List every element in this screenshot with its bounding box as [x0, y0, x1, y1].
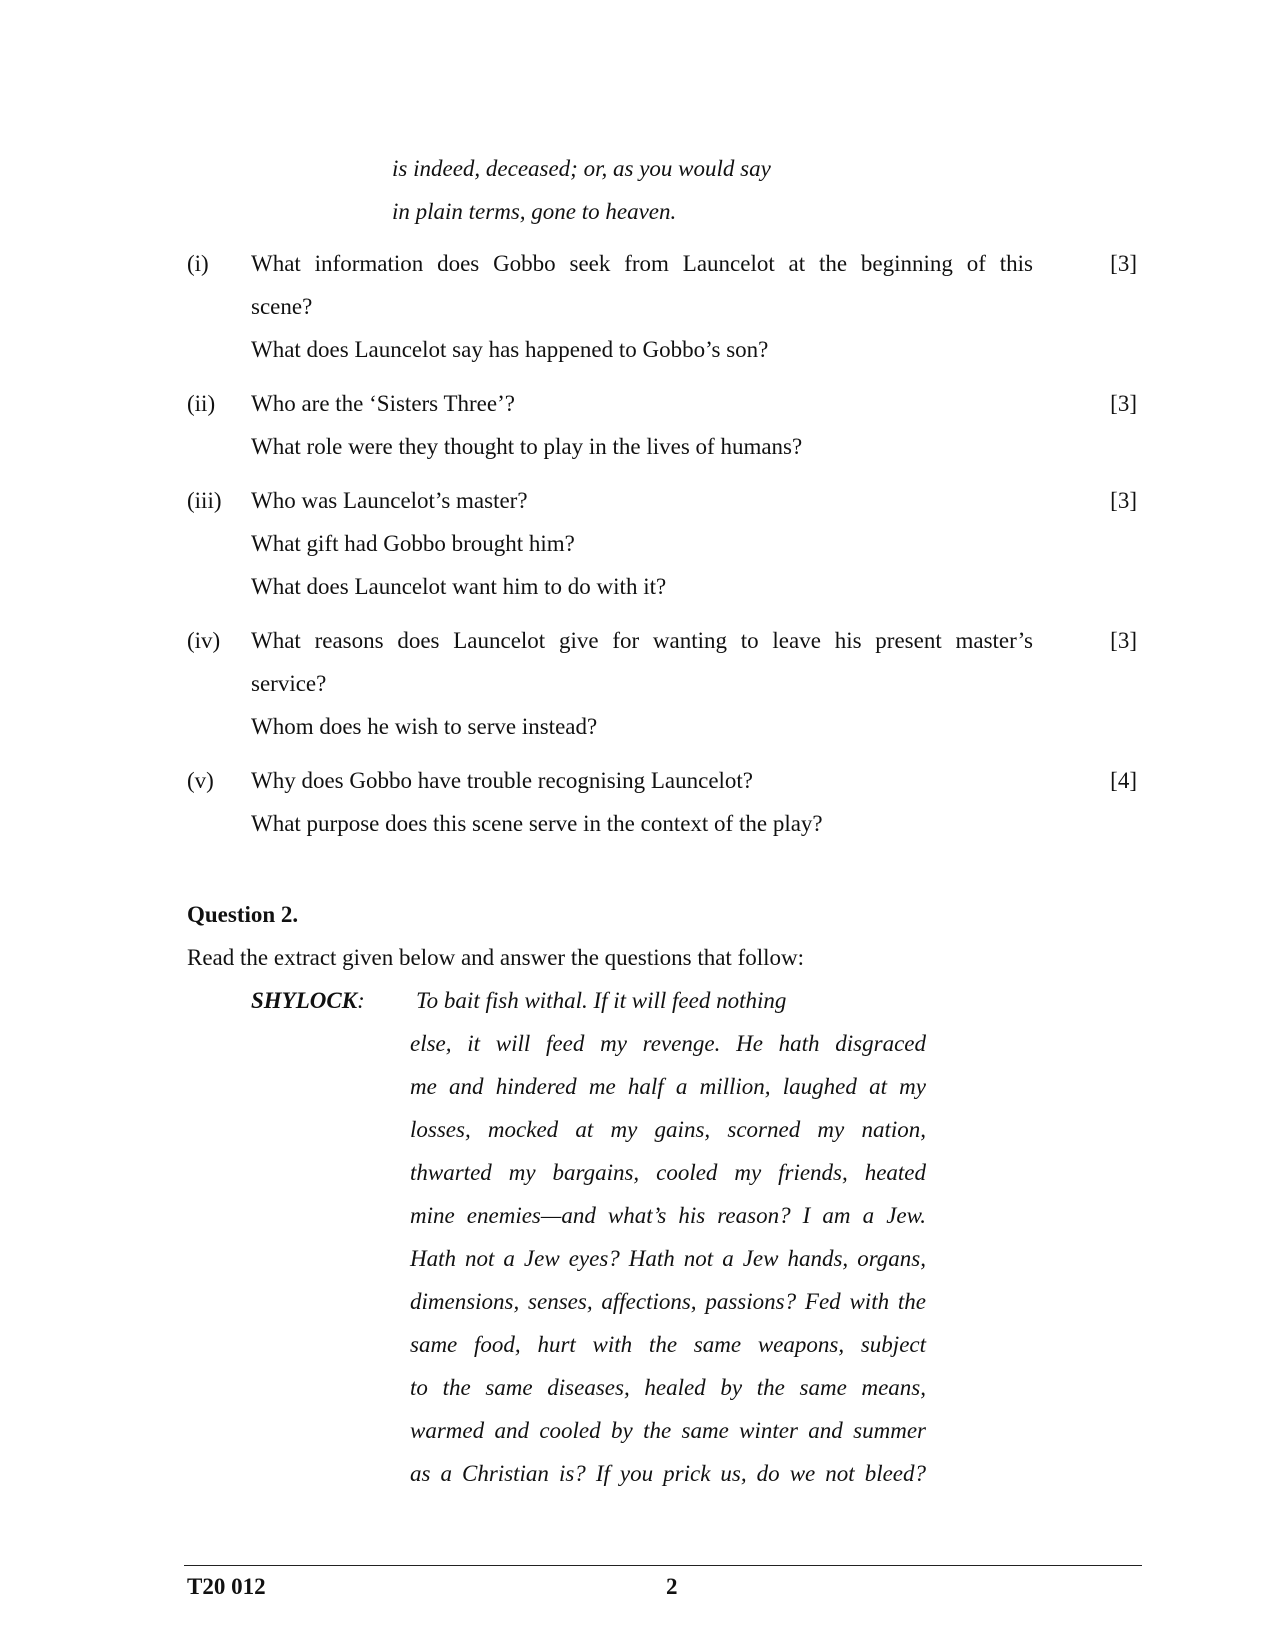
marks-label: [4] [1110, 768, 1137, 793]
extract-line: same food, hurt with the same weapons, subject [410, 1332, 926, 1357]
question-2-instruction: Read the extract given below and answer the questions that follow: [187, 945, 804, 970]
extract-line: to the same diseases, healed by the same means, [410, 1375, 926, 1400]
question-line: What does Launcelot say has happened to Gobbo’s son? [251, 337, 769, 362]
sub-question-iii [187, 479, 1137, 608]
marks-label: [3] [1110, 488, 1137, 513]
speaker-name: SHYLOCK [251, 988, 358, 1013]
question-text [251, 242, 1033, 371]
question-line: What gift had Gobbo brought him? [251, 531, 575, 556]
marks-label: [3] [1110, 251, 1137, 276]
question-text [251, 382, 1033, 468]
question-line: scene? [251, 294, 313, 319]
paper-code: T20 012 [187, 1574, 266, 1599]
sub-question-iv [187, 619, 1137, 748]
footer-divider [184, 1565, 1142, 1566]
question-line: Why does Gobbo have trouble recognising Launcelot? [251, 768, 754, 793]
extract-line: losses, mocked at my gains, scorned my nation, [410, 1117, 926, 1142]
question-2-heading: Question 2. [187, 902, 299, 927]
question-line: service? [251, 671, 327, 696]
question-number: (iv) [187, 628, 221, 653]
question-number: (i) [187, 251, 209, 276]
question-line: Who are the ‘Sisters Three’? [251, 391, 515, 416]
question-line: What information does Gobbo seek from Launcelot at the beginning of this [251, 251, 1033, 276]
question-line: What purpose does this scene serve in the context of the play? [251, 811, 823, 836]
extract-text [410, 979, 926, 1495]
sub-question-v [187, 759, 1137, 845]
speaker-colon: : [357, 988, 365, 1013]
page-number: 2 [666, 1574, 678, 1599]
question-line: Whom does he wish to serve instead? [251, 714, 598, 739]
extract-line: else, it will feed my revenge. He hath disgraced [410, 1031, 926, 1056]
question-text [251, 759, 1033, 845]
question-number: (ii) [187, 391, 216, 416]
extract-line: Hath not a Jew eyes? Hath not a Jew hands, organs, [410, 1246, 926, 1271]
extract-line: as a Christian is? If you prick us, do we not bleed? [410, 1461, 926, 1486]
question-line: What reasons does Launcelot give for wanting to leave his present master’s [251, 628, 1033, 653]
question-line: What role were they thought to play in the lives of humans? [251, 434, 803, 459]
sub-question-ii [187, 382, 1137, 468]
extract-line: me and hindered me half a million, laughed at my [410, 1074, 926, 1099]
question-text [251, 619, 1033, 748]
extract-line: thwarted my bargains, cooled my friends, heated [410, 1160, 926, 1185]
question-line: What does Launcelot want him to do with it? [251, 574, 667, 599]
extract-line: is indeed, deceased; or, as you would say [392, 156, 771, 181]
question-list [187, 242, 1137, 856]
speaker-label [251, 979, 365, 1022]
marks-label: [3] [1110, 391, 1137, 416]
extract-continuation [392, 147, 771, 233]
extract-line: in plain terms, gone to heaven. [392, 199, 677, 224]
extract-line: mine enemies—and what’s his reason? I am a Jew. [410, 1203, 926, 1228]
marks-label: [3] [1110, 628, 1137, 653]
extract-line: warmed and cooled by the same winter and summer [410, 1418, 926, 1443]
question-number: (iii) [187, 488, 222, 513]
question-text [251, 479, 1033, 608]
sub-question-i [187, 242, 1137, 371]
question-number: (v) [187, 768, 214, 793]
extract-line: To bait fish withal. If it will feed nothing [416, 988, 787, 1013]
extract-line: dimensions, senses, affections, passions? Fed with the [410, 1289, 926, 1314]
question-line: Who was Launcelot’s master? [251, 488, 528, 513]
